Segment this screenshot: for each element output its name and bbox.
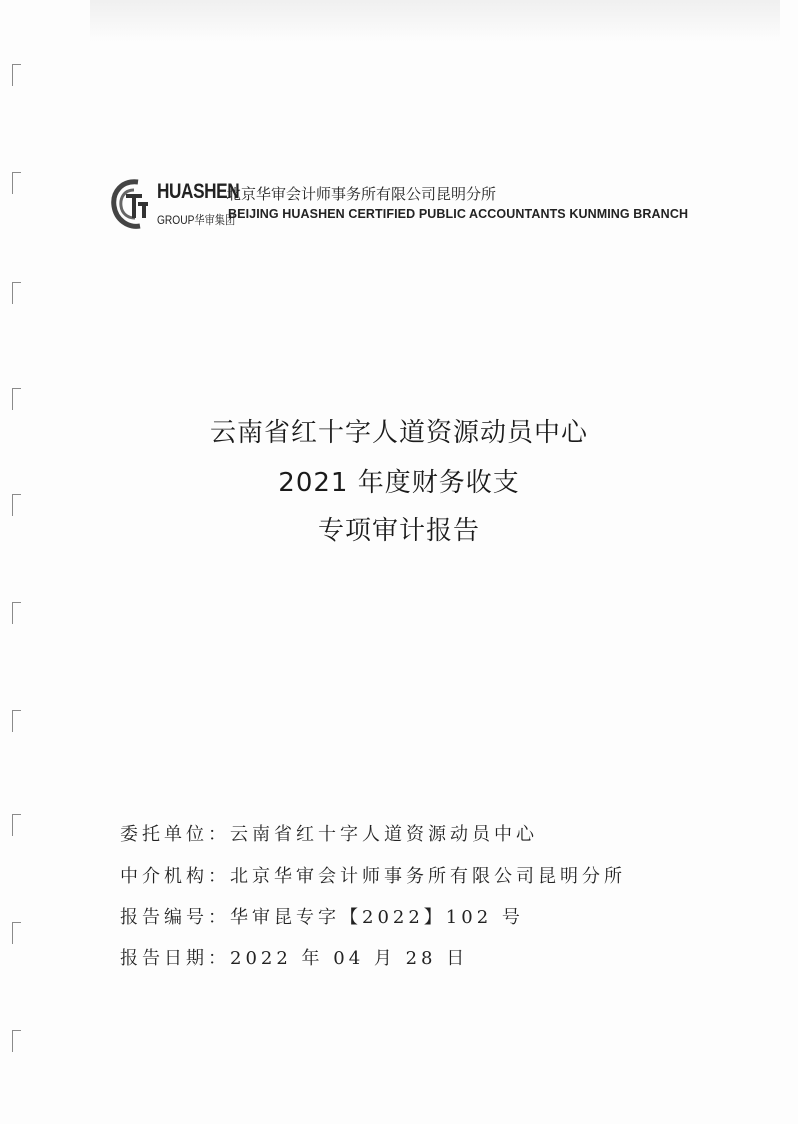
binding-hole-mark	[12, 172, 21, 194]
scan-bleed-through	[90, 0, 780, 42]
client-value: 云南省红十字人道资源动员中心	[230, 824, 538, 845]
binding-hole-mark	[12, 1030, 21, 1052]
huashen-logo-icon	[108, 176, 156, 232]
report-number-label: 报告编号：	[120, 907, 230, 928]
binding-hole-mark	[12, 282, 21, 304]
report-date-label: 报告日期：	[120, 948, 230, 969]
binding-hole-mark	[12, 922, 21, 944]
report-date-line	[120, 944, 468, 970]
agency-label: 中介机构：	[120, 866, 230, 887]
agency-line	[120, 862, 626, 888]
binding-hole-mark	[12, 710, 21, 732]
report-title-line-2: 2021 年度财务收支	[278, 468, 520, 498]
binding-hole-mark	[12, 602, 21, 624]
client-line	[120, 820, 538, 846]
binding-hole-mark	[12, 814, 21, 836]
report-number-line	[120, 903, 524, 929]
report-title-line-1: 云南省红十字人道资源动员中心	[209, 418, 588, 448]
report-number-value: 华审昆专字【2022】102 号	[230, 907, 524, 928]
report-title-line-3: 专项审计报告	[317, 516, 480, 546]
firm-name-chinese: 北京华审会计师事务所有限公司昆明分所	[226, 185, 497, 203]
firm-name-english: BEIJING HUASHEN CERTIFIED PUBLIC ACCOUNTANTS KUNMING BRANCH	[228, 207, 689, 221]
logo-group-text: GROUP华审集团	[157, 213, 236, 227]
report-date-value: 2022 年 04 月 28 日	[230, 948, 469, 969]
binding-hole-mark	[12, 64, 21, 86]
client-label: 委托单位：	[120, 824, 230, 845]
logo-brand-text: HUASHEN	[157, 180, 240, 203]
agency-value: 北京华审会计师事务所有限公司昆明分所	[230, 866, 626, 887]
binding-hole-mark	[12, 388, 21, 410]
